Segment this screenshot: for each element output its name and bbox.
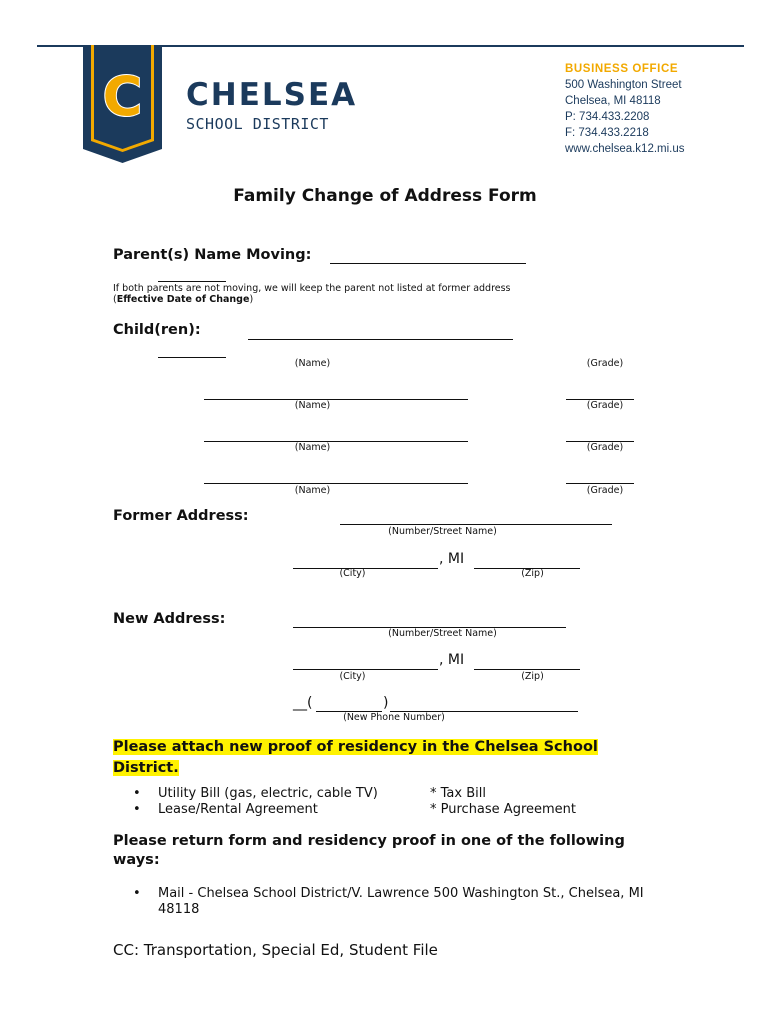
logo-letter: C [102,65,143,128]
doc-option-tax: * Tax Bill [430,786,486,801]
name-caption: (Name) [294,358,331,369]
district-subtitle: SCHOOL DISTRICT [186,115,329,133]
residency-heading-block [113,736,653,778]
parents-name-field[interactable] [330,263,526,264]
phone-caption: (New Phone Number) [343,712,445,723]
child-grade-field-4[interactable] [566,483,634,484]
doc-option-utility: Utility Bill (gas, electric, cable TV) [158,786,378,801]
city-caption: (City) [339,568,366,579]
new-address-label: New Address: [113,611,226,627]
phone-prefix: __( [293,695,313,711]
office-street: 500 Washington Street [565,79,682,91]
city-caption: (City) [339,671,366,682]
office-website[interactable]: www.chelsea.k12.mi.us [565,143,685,155]
bullet-icon: • [133,802,141,817]
name-caption: (Name) [294,485,331,496]
former-street-field[interactable] [340,524,612,525]
grade-caption: (Grade) [586,485,624,496]
parents-note: If both parents are not moving, we will keep the parent not listed at former address [113,283,511,294]
mi-text: , MI [439,551,465,567]
name-caption: (Name) [294,400,331,411]
doc-option-lease: Lease/Rental Agreement [158,802,318,817]
cc-line: CC: Transportation, Special Ed, Student File [113,941,438,959]
bullet-icon: • [133,786,141,801]
parents-label: Parent(s) Name Moving: [113,247,312,263]
phone-close-paren: ) [383,695,389,711]
effective-date-note: (Effective Date of Change) [113,294,254,305]
street-caption: (Number/Street Name) [388,526,497,537]
return-mail-item: Mail - Chelsea School District/V. Lawrence 500 Washington St., Chelsea, MI 48118 [158,886,644,917]
office-city: Chelsea, MI 48118 [565,95,661,107]
zip-caption: (Zip) [521,568,544,579]
mi-text: , MI [439,652,465,668]
grade-caption: (Grade) [586,442,624,453]
child-name-field-1[interactable] [248,339,513,340]
office-phone: P: 734.433.2208 [565,111,650,123]
chelsea-shield-logo [83,45,162,163]
zip-caption: (Zip) [521,671,544,682]
office-fax: F: 734.433.2218 [565,127,649,139]
doc-option-purchase: * Purchase Agreement [430,802,576,817]
children-label: Child(ren): [113,322,201,338]
bullet-icon: • [133,886,141,901]
residency-heading: Please attach new proof of residency in the Chelsea School District. [113,739,598,776]
former-address-label: Former Address: [113,508,249,524]
street-caption: (Number/Street Name) [388,628,497,639]
child-name-field-4[interactable] [204,483,468,484]
grade-caption: (Grade) [586,400,624,411]
business-office-block [565,61,685,157]
grade-caption: (Grade) [586,358,624,369]
return-heading: Please return form and residency proof in one of the following ways: [113,833,625,868]
new-city-field[interactable] [293,669,438,670]
office-heading: BUSINESS OFFICE [565,63,679,75]
child-grade-field-1[interactable] [158,357,226,358]
parents-name-field-continued[interactable] [158,281,226,282]
district-name: CHELSEA [186,77,358,113]
form-title: Family Change of Address Form [233,186,537,206]
name-caption: (Name) [294,442,331,453]
new-zip-field[interactable] [474,669,580,670]
